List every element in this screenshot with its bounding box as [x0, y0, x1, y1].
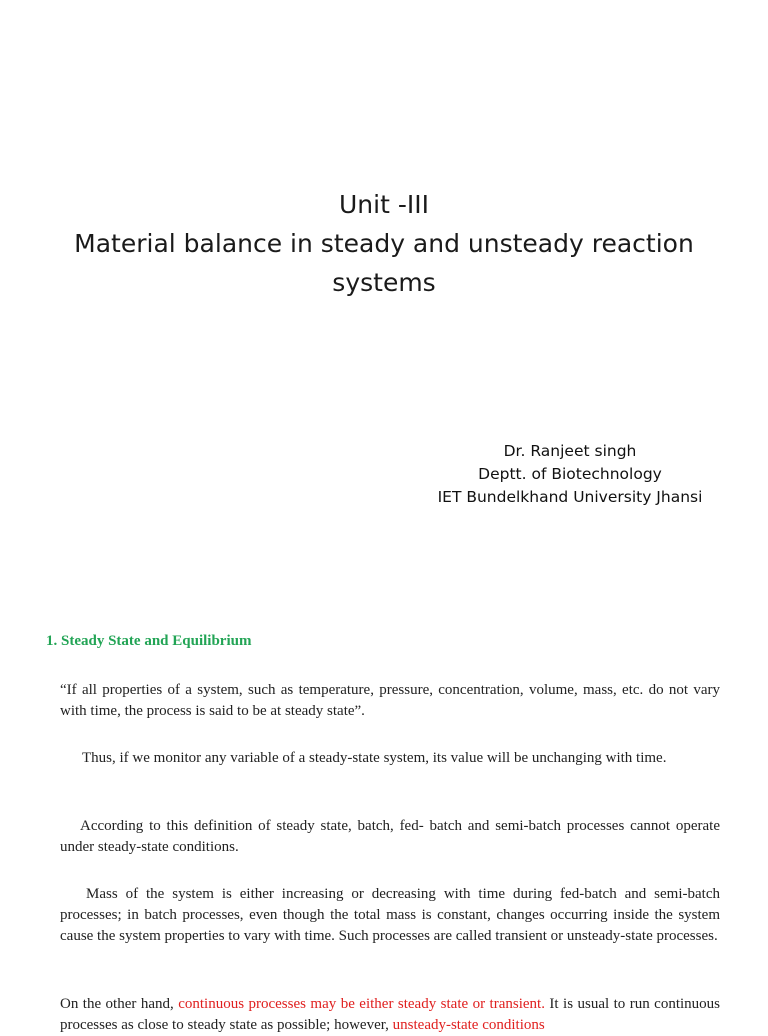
unsteady-highlight: unsteady-state conditions — [392, 1017, 545, 1033]
author-block — [420, 440, 720, 509]
author-name: Dr. Ranjeet singh — [503, 442, 637, 460]
title-line-topic-cont: systems — [332, 268, 436, 297]
section-heading: 1. Steady State and Equilibrium — [46, 633, 252, 649]
paragraph-continuous — [60, 994, 720, 1036]
title-line-unit: Unit -III — [339, 190, 429, 219]
paragraph-definition: “If all properties of a system, such as temperature, pressure, concentration, volume, mass, etc. do not vary with time, the process is said to be at steady state”. — [60, 682, 720, 719]
paragraph-transient: Mass of the system is either increasing or decreasing with time during fed-batch and semi-batch processes; in batch processes, even though the total mass is constant, changes occurring inside the system cause the system properties to vary with time. Such processes are called transient or unsteady-state processes. — [60, 886, 720, 944]
continuous-middle: It is usual to run continuous processes as close to steady state as possible; however, — [60, 996, 721, 1033]
title-line-topic: Material balance in steady and unsteady reaction — [74, 229, 694, 258]
paragraph-batch: According to this definition of steady state, batch, fed- batch and semi-batch processes cannot operate under steady-state conditions. — [60, 818, 720, 855]
author-institution: IET Bundelkhand University Jhansi — [437, 488, 703, 506]
author-department: Deptt. of Biotechnology — [478, 465, 662, 483]
continuous-highlight: continuous processes may be either steady state or transient. — [178, 996, 545, 1012]
paragraph-monitor: Thus, if we monitor any variable of a steady-state system, its value will be unchanging with time. — [82, 750, 667, 766]
continuous-lead: On the other hand, — [60, 996, 174, 1012]
slide-title — [0, 185, 768, 302]
